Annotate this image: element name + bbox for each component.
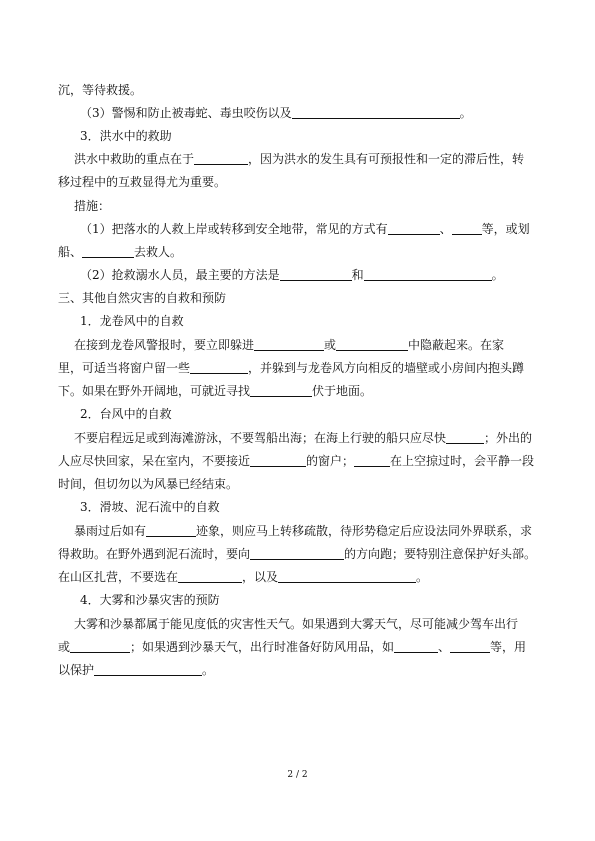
text-line: （2）抢救溺水人员，最主要的方法是 和 。: [80, 268, 504, 282]
text-line: 措施：: [74, 199, 111, 213]
section-heading: 2．台风中的自救: [80, 407, 172, 421]
text-line: 不要启程远足或到海滩游泳，不要驾船出海；在海上行驶的船只应尽快 ；外出的: [74, 431, 533, 445]
page-number: 2 / 2: [287, 770, 308, 780]
text-line: 里，可适当将窗户留一些 ，并躲到与龙卷风方向相反的墙壁或小房间内抱头蹲: [58, 361, 525, 375]
section-heading: 三、其他自然灾害的自救和预防: [58, 291, 227, 305]
answer-blank[interactable]: [254, 338, 324, 351]
section-heading: 4．大雾和沙暴灾害的预防: [80, 593, 220, 607]
answer-blank[interactable]: [388, 222, 440, 235]
answer-blank[interactable]: [446, 431, 484, 444]
answer-blank[interactable]: [278, 570, 416, 583]
section-heading: 3．洪水中的救助: [80, 129, 172, 143]
text-line: 船、 去救人。: [58, 245, 183, 259]
answer-blank[interactable]: [190, 361, 248, 374]
answer-blank[interactable]: [292, 106, 460, 119]
section-heading: 3．滑坡、泥石流中的自救: [80, 500, 220, 514]
answer-blank[interactable]: [450, 640, 490, 653]
answer-blank[interactable]: [250, 384, 312, 397]
answer-blank[interactable]: [452, 222, 482, 235]
text-line: 或 ；如果遇到沙暴天气，出行时准备好防风用品，如 、 等，用: [58, 640, 527, 654]
answer-blank[interactable]: [250, 454, 306, 467]
text-line: 得救助。在野外遇到泥石流时，要向 的方向跑；要特别注意保护好头部。: [58, 547, 537, 561]
answer-blank[interactable]: [336, 338, 408, 351]
text-line: 时间，但切勿以为风暴已经结束。: [58, 477, 239, 491]
text-line: 移过程中的互救显得尤为重要。: [58, 175, 227, 189]
text-line: 人应尽快回家，呆在室内，不要接近 的窗户； 在上空掠过时，会平静一段: [58, 454, 535, 468]
section-heading: 1．龙卷风中的自救: [80, 314, 184, 328]
answer-blank[interactable]: [178, 570, 242, 583]
text-line: 暴雨过后如有 迹象，则应马上转移疏散，待形势稳定后应设法同外界联系，求: [74, 524, 533, 538]
answer-blank[interactable]: [394, 640, 438, 653]
answer-blank[interactable]: [94, 663, 202, 676]
answer-blank[interactable]: [354, 454, 390, 467]
text-line: （1）把落水的人救上岸或转移到安全地带，常见的方式有 、 等，或划: [80, 222, 530, 236]
answer-blank[interactable]: [280, 268, 352, 281]
text-line: 在接到龙卷风警报时，要立即躲进 或 中隐蔽起来。在家: [74, 338, 505, 352]
answer-blank[interactable]: [70, 640, 130, 653]
answer-blank[interactable]: [250, 547, 344, 560]
text-line: 大雾和沙暴都属于能见度低的灾害性天气。如果遇到大雾天气，尽可能减少驾车出行: [74, 617, 519, 631]
text-line: 洪水中救助的重点在于 ，因为洪水的发生具有可预报性和一定的滞后性，转: [74, 152, 525, 166]
text-line: 以保护 。: [58, 663, 215, 677]
answer-blank[interactable]: [146, 524, 196, 537]
text-line: 下。如果在野外开阔地，可就近寻找 伏于地面。: [58, 384, 373, 398]
text-line: 在山区扎营，不要选在 ，以及 。: [58, 570, 429, 584]
answer-blank[interactable]: [364, 268, 492, 281]
text-line: （3）警惕和防止被毒蛇、毒虫咬伤以及 。: [80, 106, 472, 120]
answer-blank[interactable]: [82, 245, 134, 258]
answer-blank[interactable]: [194, 152, 248, 165]
text-line: 沉，等待救援。: [58, 83, 143, 97]
